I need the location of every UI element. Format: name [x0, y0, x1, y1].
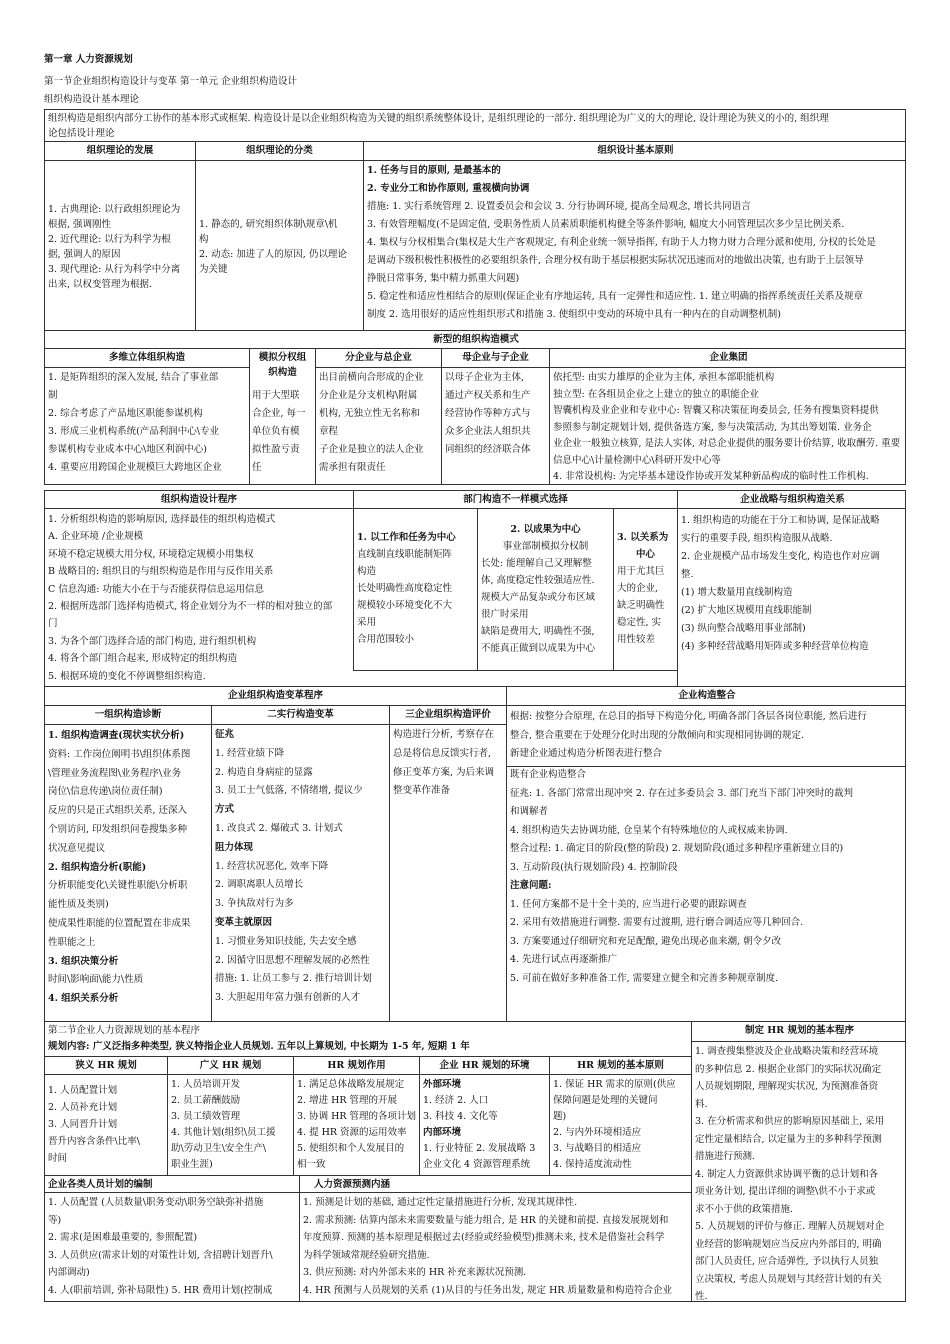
text-line: 章程	[319, 426, 339, 437]
text-line: 4. 集权与分权相集合(集权是大生产客观规定, 有利企业统一领导指挥, 有助于人力物力财力合理分派和使用, 分权的长处是	[367, 237, 876, 248]
theory-header-dev: 组织理论的发展	[45, 142, 195, 161]
text-line: 和调解者	[510, 806, 549, 817]
text-line: 整合过程: 1. 确定目的阶段(整的阶段) 2. 规划阶段(通过多种程序重新建立目的)	[510, 843, 844, 854]
text-line: 2. 与内外环境相适应	[553, 1127, 642, 1138]
hr-g1-h: 广义 HR 规划	[167, 1056, 293, 1075]
text-line: 的多种信息 2. 根据企业部门的实际状况确定	[695, 1063, 882, 1075]
topic-title: 组织构造设计基本理论	[44, 94, 140, 105]
hr-g4-h: HR 规划的基本原则	[549, 1056, 691, 1075]
text-line: 4. HR 预测与人员规划的关系 (1)从目的与任务出发, 规定 HR 质量数量和构造符合企业	[303, 1284, 673, 1296]
text-line: 直线制直线职能制矩阵	[357, 549, 453, 560]
text-line: 助\劳动卫生\安全生产\	[171, 1143, 267, 1154]
text-line: 4. 组织构造失去协调功能, 仓皇某个有特殊地位的人或权威来协调.	[510, 824, 788, 836]
text-line: 业企业一般独立核算, 是法人实体, 对总企业提供的服务要计价结算, 收取酬劳. 重要	[553, 438, 901, 449]
models-table	[44, 330, 906, 485]
text-line: 1. 分析组织构造的影响原因, 选择最佳的组织构造模式	[48, 514, 276, 525]
text-line: 规模较小环境变化不大	[357, 600, 453, 611]
text-line: 任	[252, 462, 262, 473]
text-line: 环境不稳定规模大用分权, 环境稳定规模小用集权	[48, 548, 254, 560]
text-line: 为科学领域常规经验研究措施.	[303, 1249, 430, 1261]
text-line: 保障问题是处理的关键问	[553, 1095, 658, 1106]
text-line: 4. 非常设机构: 为完毕基本建设作协或开发某种新品构成的临时性工作机构.	[553, 471, 869, 482]
text-line: 整变革作准备	[393, 785, 451, 797]
text-line: 4. 提 HR 资源的运用效率	[297, 1127, 407, 1138]
text-line: 4. 重要应用跨国企业规模巨大跨地区企业	[48, 462, 222, 473]
text-line: 中心	[635, 549, 655, 560]
text-line: 2. 组织构造分析(职能)	[48, 861, 147, 873]
text-line: 项业务计划, 提出详细的调整\供不小于求或	[695, 1186, 876, 1197]
text-line: 据, 强调人的原因	[48, 248, 121, 260]
text-line: 注意问题:	[510, 880, 552, 891]
text-line: 3. 人员供应(需求计划的对策性计划, 含招聘计划晋升\	[48, 1249, 273, 1261]
text-line: 拟性盈亏责	[252, 444, 300, 455]
text-line: 4. 将各个部门组合起来, 形成特定的组织构造	[48, 653, 238, 665]
text-line: 阻力体现	[215, 841, 254, 853]
proc-m1	[353, 509, 477, 670]
hr-intro	[45, 1022, 691, 1056]
text-line: 稳定性, 实	[617, 617, 662, 628]
text-line: 5. 根据环境的变化不停调整组织构造.	[48, 670, 206, 682]
text-line: 缺陷是费用大, 明确性不强,	[481, 625, 595, 637]
text-line: 修正变革方案, 为后来调	[393, 766, 495, 778]
text-line: 3. 方案要通过仔细研究和充足配酿, 避免出现必血来潮, 朝令夕改	[510, 935, 782, 947]
text-line: 3. 互动阶段(执行规划阶段) 4. 控制阶段	[510, 861, 678, 873]
text-line: 1. 习惯业务知识技能, 失去安全感	[215, 935, 357, 947]
text-line: 3. 为各个部门选择合适的部门构造, 进行组织机构	[48, 635, 257, 647]
text-line: 智囊机构及业企业和专业中心: 智囊又称决策征询委员会, 任务有搜集资料提供	[553, 405, 879, 416]
change-c1	[45, 727, 211, 1011]
theory-table	[44, 141, 906, 331]
text-line: 单位负有模	[252, 426, 300, 437]
text-line: 2. 近代理论: 以行为科学为根	[48, 233, 171, 245]
chapter-title: 第一章 人力资源规划	[44, 54, 133, 65]
text-line: 题)	[553, 1111, 567, 1122]
text-line: 整.	[681, 569, 694, 580]
text-line: 5. 稳定性和适应性相结合的原则(保证企业有序地运转, 具有一定弹性和适应性. 1. 建立明确的指挥系统责任关系及规章	[367, 291, 863, 302]
text-line: 机构, 无独立性无名称和	[319, 408, 421, 419]
text-line: 5. 使组织和个人发展目的	[297, 1143, 405, 1154]
text-line: 3. 在分析需求和供应的影响原因基础上, 采用	[695, 1116, 885, 1127]
text-line: 3. 大胆起用年富力强有创新的人才	[215, 992, 361, 1004]
section-title: 第一节企业组织构造设计与变革 第一单元 企业组织构造设计	[44, 76, 298, 87]
text-line: 4. 人(职前培训, 弥补局限性) 5. HR 费用计划(控制成	[48, 1284, 273, 1296]
text-line: 3. 形成三业机构系统(产品利润中心\专业	[48, 426, 219, 437]
text-line: 依托型: 由实力雄厚的企业为主体, 承担本部职能机构	[553, 372, 775, 383]
text-line: 1. 任务与目的原则, 是最基本的	[367, 165, 501, 176]
text-line: 岗位\信息传递\岗位责任制)	[48, 786, 163, 798]
text-line: 1. 经营状况恶化, 效率下降	[215, 860, 329, 872]
process-table	[44, 490, 906, 687]
text-line: 长处: 能理解自己又理解整	[481, 557, 592, 569]
text-line: 参谋机构专业成本中心\地区利润中心)	[48, 444, 207, 455]
text-line: 3. 以关系为	[617, 532, 669, 543]
hr-g4	[549, 1075, 691, 1175]
text-line: 经营协作等种方式与	[445, 408, 531, 419]
proc-c3	[677, 509, 906, 687]
text-line: 实行的重要手段, 组织构造服从战略.	[681, 533, 833, 544]
text-line: 3. 有效管理幅度(不是固定值, 受职务性质人员素质职能机构健全等条件影响, 幅度大小同管理层次多少呈比例关系.	[367, 219, 845, 230]
models-h4: 母企业与子企业	[441, 349, 549, 368]
text-line: 1. 静态的, 研究组织体制\规章\机	[199, 218, 338, 230]
hr-side-title: 制定 HR 规划的基本程序	[691, 1022, 906, 1042]
text-line: 反应的只是正式组织关系, 还深入	[48, 805, 188, 817]
text-line: 2. 增进 HR 管理的开展	[297, 1095, 398, 1106]
hr-b1	[45, 1194, 299, 1302]
text-line: 用于尤其巨	[617, 566, 665, 577]
page	[44, 52, 906, 1302]
text-line: 1. 人员配置 (人员数量\职务变动\职务空缺弥补措施	[48, 1197, 264, 1208]
text-line: 4. 保持适度流动性	[553, 1159, 632, 1170]
text-line: 3. 争执敌对行为多	[215, 898, 294, 910]
text-line: 需承担有限责任	[319, 462, 386, 473]
text-line: 求不小于供的政策措施.	[695, 1203, 794, 1215]
models-c5	[549, 368, 906, 485]
text-line: 2. 综合考虑了产品地区职能参谋机构	[48, 408, 203, 419]
text-line: 2. 构造自身病症的显露	[215, 766, 313, 778]
text-line: 4. 其他计划(组织\员工援	[171, 1127, 276, 1138]
text-line: 信息中心\计量检测中心\科研开发中心等	[553, 454, 721, 466]
text-line: 4. 先进行试点再逐渐推广	[510, 954, 618, 965]
text-line: (3) 纵向整合战略用事业部制)	[681, 623, 806, 634]
text-line: 1. 以工作和任务为中心	[357, 532, 456, 543]
integ-title: 企业构造整合	[507, 687, 906, 706]
theory-cls-cell	[195, 161, 363, 331]
text-line: 是调动下级积极性积极性的必要组织条件, 合理分权有助于基层根据实际状况迅速而对的地做出决策, 也有助于上层领导	[367, 255, 864, 266]
text-line: 职业生涯)	[171, 1159, 213, 1170]
change-c2	[211, 725, 389, 1022]
text-line: 出目前横向合形成的企业	[319, 372, 424, 383]
text-line: C 信息沟通: 功能大小在于与否能获得信息运用信息	[48, 583, 265, 595]
text-line: 性.	[695, 1291, 708, 1302]
text-line: 1. 经济 2. 人口	[423, 1095, 489, 1106]
text-line: 构造进行分析, 考察存在	[393, 729, 495, 740]
text-line: 2. 员工薪酬鼓励	[171, 1095, 241, 1106]
models-c3	[315, 368, 441, 485]
text-line: 2. 调职离职人员增长	[215, 879, 304, 891]
text-line: 2. 需求(是困难最重要的, 参照配置)	[48, 1232, 198, 1243]
text-line: 方式	[215, 804, 235, 816]
text-line: 使成果性职能的位置配置在非成果	[48, 917, 191, 929]
text-line: 5. 可前在做好多种准备工作, 需要建立健全和完善多种规章制度.	[510, 972, 779, 984]
text-line: 合企业, 每一	[252, 408, 306, 419]
text-line: 根据, 强调刚性	[48, 218, 112, 230]
text-line: 用性较差	[617, 634, 656, 645]
text-line: 料.	[695, 1098, 708, 1110]
change-c3	[389, 725, 507, 1022]
text-line: 2. 以成果为中心	[510, 523, 581, 535]
text-line: 3. 协调 HR 管理的各项计划	[297, 1111, 416, 1122]
change-h3: 三企业组织构造评价	[389, 706, 507, 725]
text-line: 2. 专业分工和协作原则, 重视横向协调	[367, 183, 530, 194]
text-line: 1. 预测是计划的基础, 通过定性定量措施进行分析, 发现其规律性.	[303, 1197, 578, 1208]
text-line: 合用范围较小	[357, 634, 415, 645]
theory-header-cls: 组织理论的分类	[195, 142, 363, 161]
text-line: 2. 动态: 加进了人的原因, 仍以理论	[199, 248, 347, 260]
change-table	[44, 686, 906, 1022]
text-line: 人员规划期限, 理解现实状况, 为预测准备资	[695, 1081, 879, 1092]
text-line: 模拟分权组	[258, 352, 307, 363]
proc-h3: 企业战略与组织构造关系	[677, 491, 906, 509]
text-line: 众多企业法人组织共	[445, 426, 531, 437]
proc-m3	[613, 509, 677, 670]
text-line: 参照参与制定规划计划, 提供备选方案, 参与决策活动, 为其出筹划策. 业务企	[553, 421, 872, 433]
text-line: 资料: 工作岗位阐明书\组织体系图	[48, 748, 191, 760]
text-line: 门	[48, 618, 58, 630]
text-line: 子企业是独立的法人企业	[319, 444, 424, 455]
text-line: 1. 任何方案都不是十全十美的, 应当进行必要的跟踪调查	[510, 898, 747, 910]
text-line: 规模大产品复杂或分布区域	[481, 591, 596, 603]
text-line: 1. 满足总体战略发展规定	[297, 1079, 405, 1090]
text-line: 缺乏明确性	[617, 600, 665, 611]
hr-g2	[293, 1075, 419, 1175]
models-c2	[249, 387, 315, 479]
text-line: 时间\影响面\能力\性质	[48, 974, 144, 986]
text-line: 规划内容: 广义泛指多种类型, 狭义特指企业人员规划. 五年以上算规划, 中长期为 1-5 年, 短期 1 年	[48, 1041, 470, 1052]
proc-divider	[353, 670, 677, 671]
models-c4	[441, 368, 549, 485]
text-line: 构	[199, 233, 209, 245]
text-line: 定性定量相结合, 以定量为主的多种科学预测	[695, 1133, 882, 1145]
text-line: 征兆	[215, 729, 235, 740]
text-line: A. 企业环境 /企业规模	[48, 531, 144, 543]
text-line: 部门人员责任, 应合适弹性, 予以执行人员独	[695, 1256, 879, 1267]
proc-c1	[45, 511, 353, 687]
text-line: 3. 组织决策分析	[48, 955, 119, 967]
text-line: 为关键	[199, 263, 228, 275]
text-line: 1. 组织构造调查(现状实状分析)	[48, 730, 185, 741]
text-line: 3. 人同晋升计划	[48, 1118, 118, 1130]
text-line: 1. 经营业绩下降	[215, 747, 285, 759]
text-line: 既有企业构造整合	[510, 769, 587, 780]
theory-header-prin: 组织设计基本原则	[363, 142, 906, 161]
text-line: 总是将信息反馈实行者,	[393, 747, 492, 759]
text-line: 1. 保证 HR 需求的原则(供应	[553, 1079, 676, 1090]
hr-side	[691, 1042, 906, 1302]
text-line: (2) 扩大地区规模用直线职能制	[681, 605, 812, 616]
theory-prin-cell	[363, 161, 906, 331]
text-line: 1. 人员培训开发	[171, 1079, 241, 1090]
text-line: 1. 调查搜集整波及企业战略决策和经营环境	[695, 1046, 879, 1057]
text-line: 4. 组织关系分析	[48, 993, 119, 1005]
models-h5: 企业集团	[549, 349, 906, 368]
hr-b2-h: 人力资源预测内涵	[299, 1175, 691, 1193]
text-line: 企业文化 4 资源管理系统	[423, 1159, 531, 1170]
text-line: 时间	[48, 1152, 68, 1164]
text-line: 事业部制模拟分权制	[502, 540, 589, 552]
text-line: 3. 员工士气低落, 不情绪增, 提议少	[215, 785, 363, 797]
change-title: 企业组织构造变革程序	[45, 687, 507, 706]
text-line: 个别访问, 印发组织问卷搜集多种	[48, 823, 188, 835]
text-line: 新建企业通过构造分析图表进行整合	[507, 746, 906, 767]
text-line: 1. 人员配置计划	[48, 1084, 118, 1096]
text-line: 通过产权关系和生产	[445, 390, 531, 401]
proc-h2: 部门构造不一样模式选择	[353, 491, 677, 509]
text-line: 晋升内容含条件\比率\	[48, 1135, 140, 1147]
text-line: 能性质及类别)	[48, 899, 109, 911]
change-h2: 二实行构造变革	[211, 706, 389, 725]
theory-dev-cell	[45, 161, 195, 331]
text-line: B 战略目的: 组织目的与组织构造是作用与反作用关系	[48, 566, 274, 578]
text-line: 3. 员工绩效管理	[171, 1111, 241, 1122]
text-line: 根据: 按整分合原理, 在总目的指导下构造分化, 明确各部门各层各岗位职能, 然后进行	[510, 711, 867, 722]
intro-line: 组织构造是组织内部分工协作的基本形式或框架. 构造设计是以企业组织构造为关键的组织系统整体设计, 是组织理论的一部分. 组织理论为广义的大的理论, 设计理论为狭义的小的, 组织理	[48, 113, 829, 124]
text-line: 外部环境	[423, 1079, 462, 1090]
text-line: 2. 企业规模产品市场发生变化, 构造也作对应调	[681, 551, 880, 562]
text-line: 内部环境	[423, 1127, 462, 1138]
change-h1: 一组织构造诊断	[45, 706, 211, 725]
text-line: 挣脱日常事务, 集中精力抓重大问题)	[367, 273, 520, 284]
integ-cell	[507, 708, 906, 990]
hr-b1-h: 企业各类人员计划的编制	[45, 1175, 299, 1193]
hr-g2-h: HR 规划作用	[293, 1056, 419, 1075]
hr-g0-h: 狭义 HR 规划	[45, 1056, 167, 1075]
text-line: 5. 人员规划的评价与修正. 理解人员规划对企	[695, 1221, 885, 1232]
text-line: 织构造	[268, 367, 297, 378]
text-line: 4. 制定人力资源供求协调平衡的总计划和各	[695, 1168, 879, 1180]
text-line: 用于大型联	[252, 390, 300, 401]
text-line: 2. 需求预测: 估算内部未来需要数量与能力组合, 是 HR 的关键和前提. 直接发展规划和	[303, 1214, 669, 1226]
intro-line: 论包括设计理论	[48, 128, 115, 139]
text-line: 1. 是矩阵组织的深入发展, 结合了事业部	[48, 372, 219, 383]
text-line: 大的企业,	[617, 583, 659, 594]
hr-g3-h: 企业 HR 规划的环境	[419, 1056, 549, 1075]
proc-h1: 组织构造设计程序	[45, 491, 353, 509]
text-line: 3. 科技 4. 文化等	[423, 1111, 498, 1122]
text-line: 体, 高度稳定性较强适应性.	[481, 574, 595, 586]
text-line: 第二节企业人力资源规划的基本程序	[48, 1025, 201, 1036]
text-line: 采用	[357, 617, 377, 628]
text-line: 1. 改良式 2. 爆破式 3. 计划式	[215, 822, 343, 834]
hr-g3	[419, 1075, 549, 1175]
text-line: 制度 2. 选用很好的适应性组织形式和措施 3. 使组织中变动的环境中具有一种内在的自动调整机制)	[367, 309, 781, 320]
text-line: 措施: 1. 实行系统管理 2. 设置委员会和会议 3. 分行协调环境, 提高全局观念, 增长共同语言	[367, 201, 751, 212]
text-line: 以母子企业为主体,	[445, 372, 525, 383]
intro-box	[44, 109, 906, 142]
text-line: 等)	[48, 1214, 62, 1226]
text-line: 同组织的经济联合体	[445, 444, 531, 455]
text-line: 出来, 以权变管理为根据.	[48, 278, 153, 290]
text-line: 2. 因循守旧思想不理解发展的必然性	[215, 954, 370, 966]
text-line: 措施: 1. 让员工参与 2. 推行培训计划	[215, 973, 372, 985]
text-line: \管理业务流程图\业务程序\业务	[48, 767, 182, 779]
text-line: 相一致	[297, 1159, 326, 1170]
text-line: 征兆: 1. 各部门常常出现冲突 2. 存在过多委员会 3. 部门充当下部门冲突时的裁判	[510, 787, 854, 799]
proc-m2	[477, 509, 613, 670]
text-line: 分析职能变化\关键性职能\分析职	[48, 880, 188, 892]
text-line: 措施进行预测.	[695, 1151, 756, 1162]
text-line: 2. 人员补充计划	[48, 1101, 118, 1113]
hr-g0	[45, 1075, 167, 1175]
models-h3: 分企业与总企业	[315, 349, 441, 368]
text-line: 长处明确性高度稳定性	[357, 583, 453, 594]
text-line: 状况意见提议	[48, 842, 106, 854]
models-title: 新型的组织构造模式	[45, 331, 906, 349]
text-line: 不能真正做到以成果为中心	[481, 642, 596, 654]
text-line: 性职能之上	[48, 936, 96, 948]
models-h1: 多维立体组织构造	[45, 349, 249, 368]
text-line: 分企业是分支机构\附属	[319, 390, 418, 401]
text-line: 1. 组织构造的功能在于分工和协调, 是保证战略	[681, 515, 880, 526]
text-line: 立决策权, 考虑人员规划与其经营计划的有关	[695, 1273, 882, 1285]
text-line: 3. 与战略目的相适应	[553, 1143, 642, 1154]
hr-g1	[167, 1075, 293, 1175]
text-line: 变革主就原因	[215, 916, 273, 928]
text-line: 3. 供应预测: 对内外部未来的 HR 补充来源状况预测.	[303, 1267, 527, 1278]
text-line: (4) 多种经营战略用矩阵或多种经营单位构造	[681, 641, 869, 652]
text-line: (1) 增大数量用直线制构造	[681, 587, 793, 598]
models-c1	[45, 369, 249, 479]
text-line: 独立型: 在各组员企业之上建立的独立的职能企业	[553, 388, 759, 400]
text-line: 很广时采用	[481, 608, 529, 620]
hr-b2	[299, 1193, 691, 1302]
text-line: 构造	[357, 566, 377, 577]
text-line: 2. 采用有效措施进行调整. 需要有过渡期, 进行磨合调适应等几种回合.	[510, 917, 804, 928]
text-line: 2. 根据所选部门选择构造模式, 将企业划分为不一样的相对独立的部	[48, 600, 333, 612]
text-line: 业经营的影响规划应当反应内外部目的, 明确	[695, 1238, 882, 1250]
text-line: 1. 古典理论: 以行政组织理论为	[48, 203, 181, 215]
text-line: 制	[48, 390, 58, 401]
text-line: 年度预算. 预测的基本原理是根据过去(经验或经验模型)推测未来, 技术是借鉴社会科学	[303, 1232, 665, 1243]
text-line: 3. 现代理论: 从行为科学中分离	[48, 263, 181, 275]
text-line: 内部调动)	[48, 1267, 90, 1278]
hr-table	[44, 1021, 906, 1302]
text-line: 整合, 整合重要在于处理分化时出现的分散倾向和实现相同协调的规定.	[510, 729, 805, 741]
text-line: 1. 行业特征 2. 发展战略 3	[423, 1143, 536, 1154]
